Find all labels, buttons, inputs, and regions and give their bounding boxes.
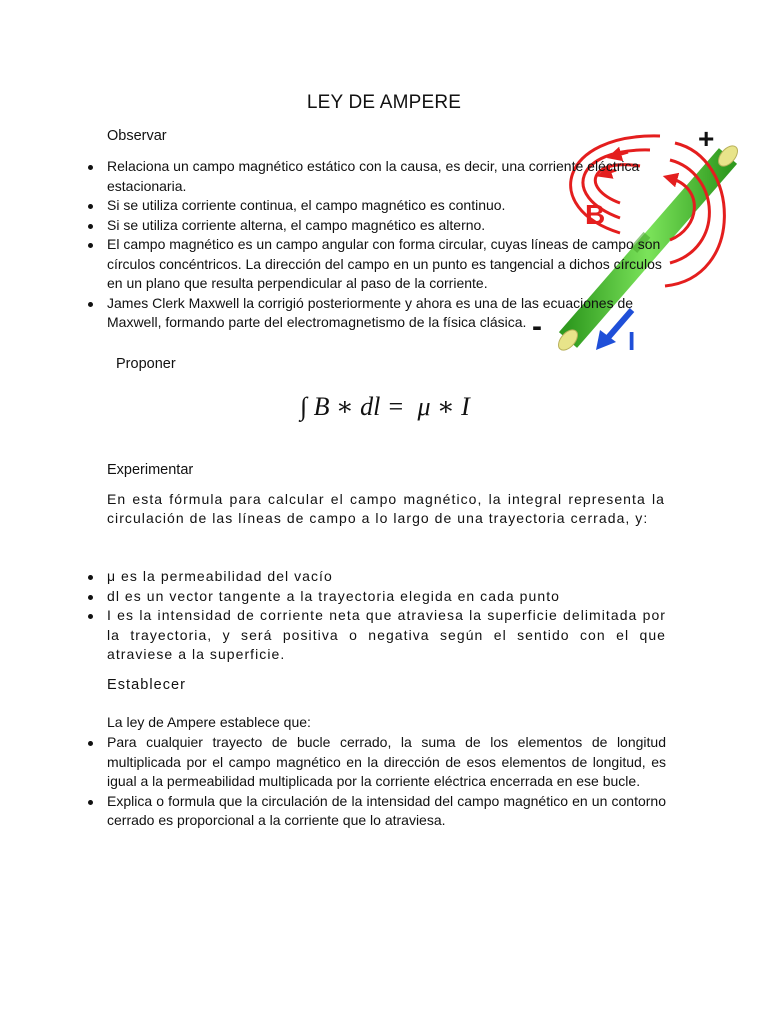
list-item: Si se utiliza corriente continua, el campo magnético es continuo. <box>82 196 670 216</box>
heading-proponer: Proponer <box>116 356 176 372</box>
list-item: Explica o formula que la circulación de la intensidad del campo magnético en un contorno cerrado es proporcional a la corriente que lo atraviesa. <box>82 792 666 831</box>
minus-sign: - <box>532 310 542 343</box>
current-label: I <box>628 326 636 356</box>
heading-establecer: Establecer <box>107 677 187 693</box>
establecer-intro: La ley de Ampere establece que: <box>107 714 311 730</box>
list-item: I es la intensidad de corriente neta que atraviesa la superficie delimitada por la trayectoria, y será positiva o negativa según el sentido con el que atraviese a la superficie. <box>82 606 666 665</box>
list-item: Para cualquier trayecto de bucle cerrado, la suma de los elementos de longitud multiplicada por el campo magnético en la dirección de esos elementos de longitud, es igual a la permeabilidad multiplicada por la corriente eléctrica encerrada en ese bucle. <box>82 733 666 792</box>
field-label: B <box>585 199 606 230</box>
experimentar-list <box>82 567 666 665</box>
establecer-list <box>82 733 666 831</box>
list-item: El campo magnético es un campo angular con forma circular, cuyas líneas de campo son círculos concéntricos. La dirección del campo en un punto es tangencial a dichos círculos en un plano que resulta perpendicular al paso de la corriente. <box>82 235 670 294</box>
list-item: James Clerk Maxwell la corrigió posteriormente y ahora es una de las ecuaciones de Maxwell, formando parte del electromagnetismo de la física clásica. <box>82 294 670 333</box>
list-item: μ es la permeabilidad del vacío <box>82 567 666 587</box>
observar-list <box>82 157 670 333</box>
list-item: Si se utiliza corriente alterna, el campo magnético es alterno. <box>82 216 670 236</box>
page-title: LEY DE AMPERE <box>306 92 462 113</box>
plus-sign: + <box>698 123 715 154</box>
list-item: dl es un vector tangente a la trayectoria elegida en cada punto <box>82 587 666 607</box>
experimentar-paragraph: En esta fórmula para calcular el campo magnético, la integral representa la circulación de las líneas de campo a lo largo de una trayectoria cerrada, y: <box>107 491 665 526</box>
ampere-formula: ∫ B ∗ dl = μ ∗ I <box>300 392 470 421</box>
heading-experimentar: Experimentar <box>107 462 194 478</box>
heading-observar: Observar <box>107 128 167 144</box>
list-item: Relaciona un campo magnético estático con la causa, es decir, una corriente eléctrica estacionaria. <box>82 157 670 196</box>
